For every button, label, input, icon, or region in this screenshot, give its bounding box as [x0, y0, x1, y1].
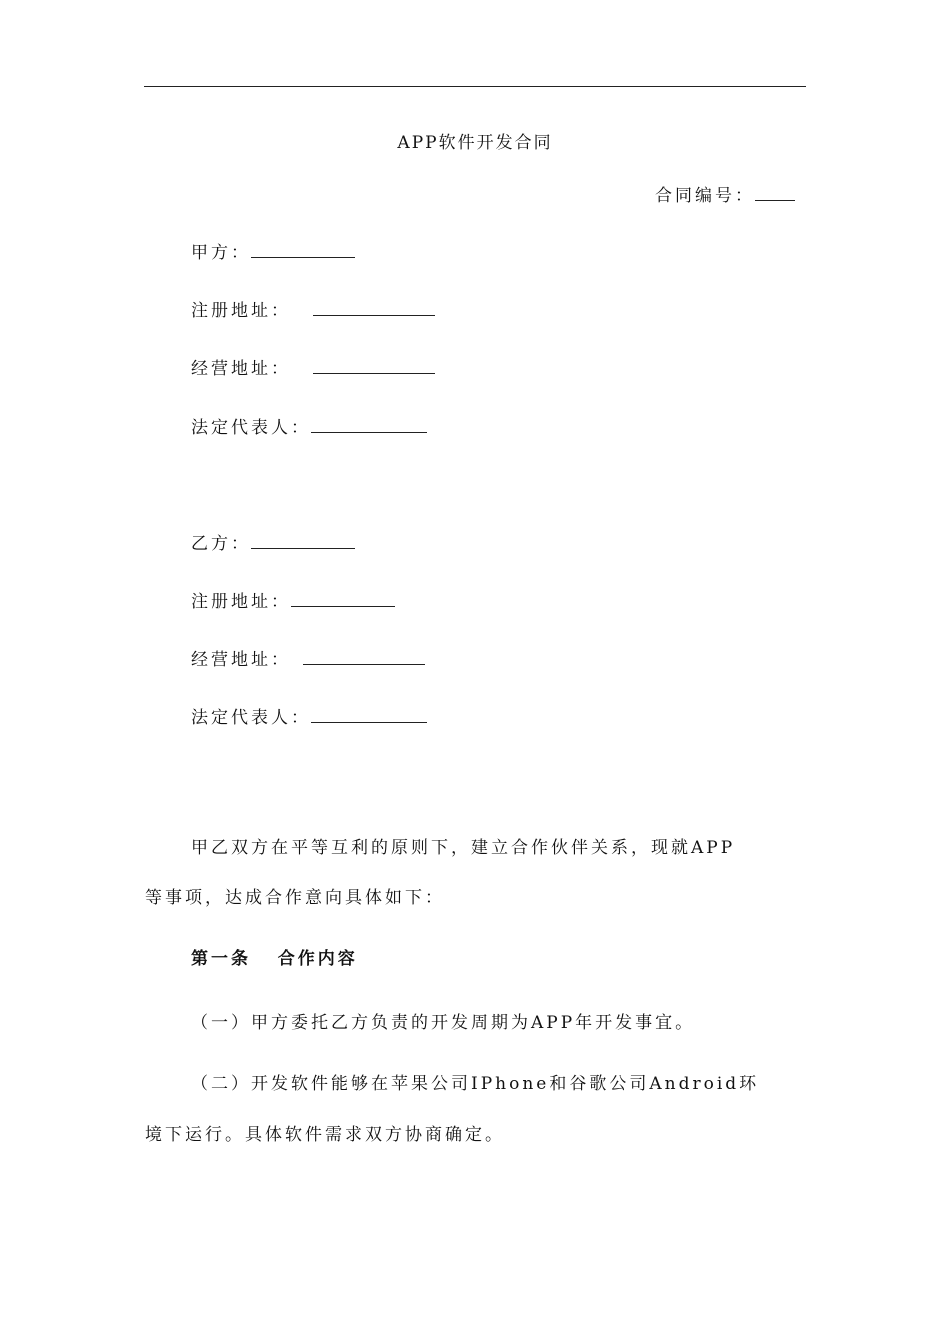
- intro-paragraph-line-1: 甲乙双方在平等互利的原则下，建立合作伙伴关系，现就APP: [191, 838, 736, 858]
- party-b-op-address-label: 经营地址：: [191, 650, 291, 670]
- party-b-legal-rep-label: 法定代表人：: [191, 708, 311, 728]
- party-a-reg-address-blank[interactable]: [313, 301, 435, 316]
- contract-number-label: 合同编号：: [655, 186, 755, 206]
- contract-number: [655, 184, 795, 208]
- article-1-heading: 第一条 合作内容: [191, 949, 358, 969]
- party-a-legal-rep-label: 法定代表人：: [191, 418, 311, 438]
- intro-paragraph-line-2: 等事项，达成合作意向具体如下：: [145, 888, 445, 908]
- party-a-name-blank[interactable]: [251, 243, 355, 258]
- header-rule: [144, 86, 806, 87]
- party-a-reg-address-label: 注册地址：: [191, 301, 291, 321]
- party-b-reg-address-blank[interactable]: [291, 592, 395, 607]
- clause-1: （一）甲方委托乙方负责的开发周期为APP年开发事宜。: [191, 1013, 696, 1033]
- party-a-name: [191, 241, 355, 265]
- party-b-legal-rep-blank[interactable]: [311, 708, 427, 723]
- party-b-name-blank[interactable]: [251, 534, 355, 549]
- party-b-op-address-blank[interactable]: [303, 650, 425, 665]
- clause-2-line-2: 境下运行。具体软件需求双方协商确定。: [145, 1125, 505, 1145]
- party-a-op-address-blank[interactable]: [313, 359, 435, 374]
- party-a-legal-rep: [191, 416, 427, 440]
- document-title: APP软件开发合同: [397, 133, 553, 153]
- party-a-legal-rep-blank[interactable]: [311, 418, 427, 433]
- party-b-reg-address-label: 注册地址：: [191, 592, 291, 612]
- party-b-name: [191, 532, 355, 556]
- party-a-reg-address: [191, 299, 435, 323]
- party-b-name-label: 乙方：: [191, 534, 251, 554]
- clause-2-line-1: （二）开发软件能够在苹果公司IPhone和谷歌公司Android环: [191, 1074, 760, 1094]
- party-a-op-address: [191, 357, 435, 381]
- party-b-legal-rep: [191, 706, 427, 730]
- contract-number-blank[interactable]: [755, 186, 795, 201]
- party-b-reg-address: [191, 590, 395, 614]
- party-a-op-address-label: 经营地址：: [191, 359, 291, 379]
- party-b-op-address: [191, 648, 425, 672]
- party-a-name-label: 甲方：: [191, 243, 251, 263]
